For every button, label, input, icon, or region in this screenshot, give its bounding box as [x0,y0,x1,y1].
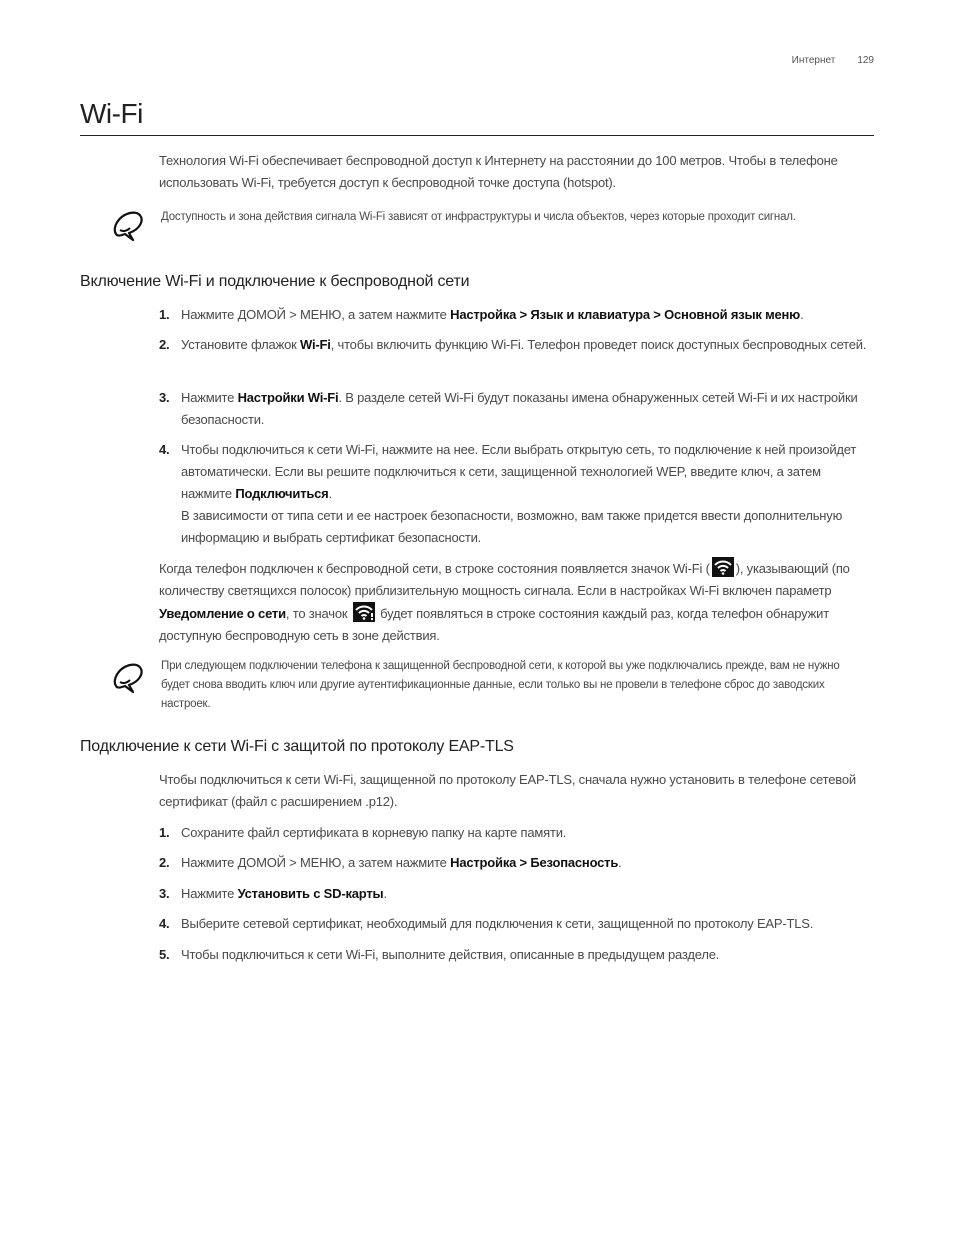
list-item: 5. Чтобы подключиться к сети Wi-Fi, выполните действия, описанные в предыдущем разделе. [159,947,720,962]
status-paragraph: Когда телефон подключен к беспроводной сети, в строке состояния появляется значок Wi-Fi ( ), указывающий (по количеству светящихся полосок) приблизительную мощность сигнала. Если в настройках Wi-Fi включен параметр Уведомление о сети, то значок будет появляться в строке состояния каждый раз, когда телефон обнаружит доступную беспроводную сеть в зоне действия. [159,557,871,647]
option-name: Установить с SD-карты [237,886,384,901]
option-name: Настройки Wi-Fi [237,390,339,405]
list-item: 3. Нажмите Настройки Wi-Fi. В разделе сетей Wi-Fi будут показаны имена обнаруженных сетей Wi-Fi и их настройки безопасности. [159,390,858,427]
note-text: Доступность и зона действия сигнала Wi-Fi зависят от инфраструктуры и числа объектов, через которые проходит сигнал. [161,211,796,223]
option-name: Wi-Fi [300,337,331,352]
list-item: 4. Выберите сетевой сертификат, необходимый для подключения к сети, защищенной по протоколу EAP-TLS. [159,916,814,931]
section-heading-wifi-connect: Включение Wi-Fi и подключение к беспроводной сети [80,273,470,290]
list-item: 4. Чтобы подключиться к сети Wi-Fi, нажмите на нее. Если выбрать открытую сеть, то подключение к ней произойдет автоматически. Если вы решите подключиться к сети, защищенной технологией WEP, введите ключ, а затем нажмите Подключиться. В зависимости от типа сети и ее настроек безопасности, возможно, вам также придется ввести дополнительную информацию и выбрать сертификат безопасности. [159,442,857,545]
eap-intro-paragraph: Чтобы подключиться к сети Wi-Fi, защищенной по протоколу EAP-TLS, сначала нужно установить в телефоне сетевой сертификат (файл с расширением .p12). [159,772,856,809]
list-item: 1. Нажмите ДОМОЙ > МЕНЮ, а затем нажмите Настройка > Язык и клавиатура > Основной язык меню. [159,307,804,322]
list-item: 2. Нажмите ДОМОЙ > МЕНЮ, а затем нажмите Настройка > Безопасность. [159,855,622,870]
option-name: Уведомление о сети [159,606,286,621]
note-speech-bubble-icon [110,208,146,244]
section-heading-eap-tls: Подключение к сети Wi-Fi с защитой по протоколу EAP-TLS [80,738,514,755]
intro-paragraph: Технология Wi-Fi обеспечивает беспроводной доступ к Интернету на расстоянии до 100 метров. Чтобы в телефоне использовать Wi-Fi, требуется доступ к беспроводной точке доступа (hotspot). [159,153,838,190]
note-text: При следующем подключении телефона к защищенной беспроводной сети, к которой вы уже подключались прежде, вам не нужно будет снова вводить ключ или другие аутентификационные данные, если только вы не провели в телефоне сброс до заводских настроек. [161,660,840,710]
note-speech-bubble-icon [110,660,146,696]
option-name: Подключиться [235,486,329,501]
list-item: 2. Установите флажок Wi-Fi, чтобы включить функцию Wi-Fi. Телефон проведет поиск доступных беспроводных сетей. [159,337,867,352]
section-name: Интернет [791,55,836,66]
running-header [792,55,874,66]
menu-path: Настройка > Безопасность [450,855,619,870]
list-item: 1. Сохраните файл сертификата в корневую папку на карте памяти. [159,825,567,840]
page-number: 129 [857,55,874,66]
title-rule [80,135,874,136]
wifi-connected-icon [712,557,734,577]
wifi-available-icon [353,602,375,622]
menu-path: Настройка > Язык и клавиатура > Основной язык меню [450,307,801,322]
list-item: 3. Нажмите Установить с SD-карты. [159,886,387,901]
page-title: Wi-Fi [80,98,143,129]
